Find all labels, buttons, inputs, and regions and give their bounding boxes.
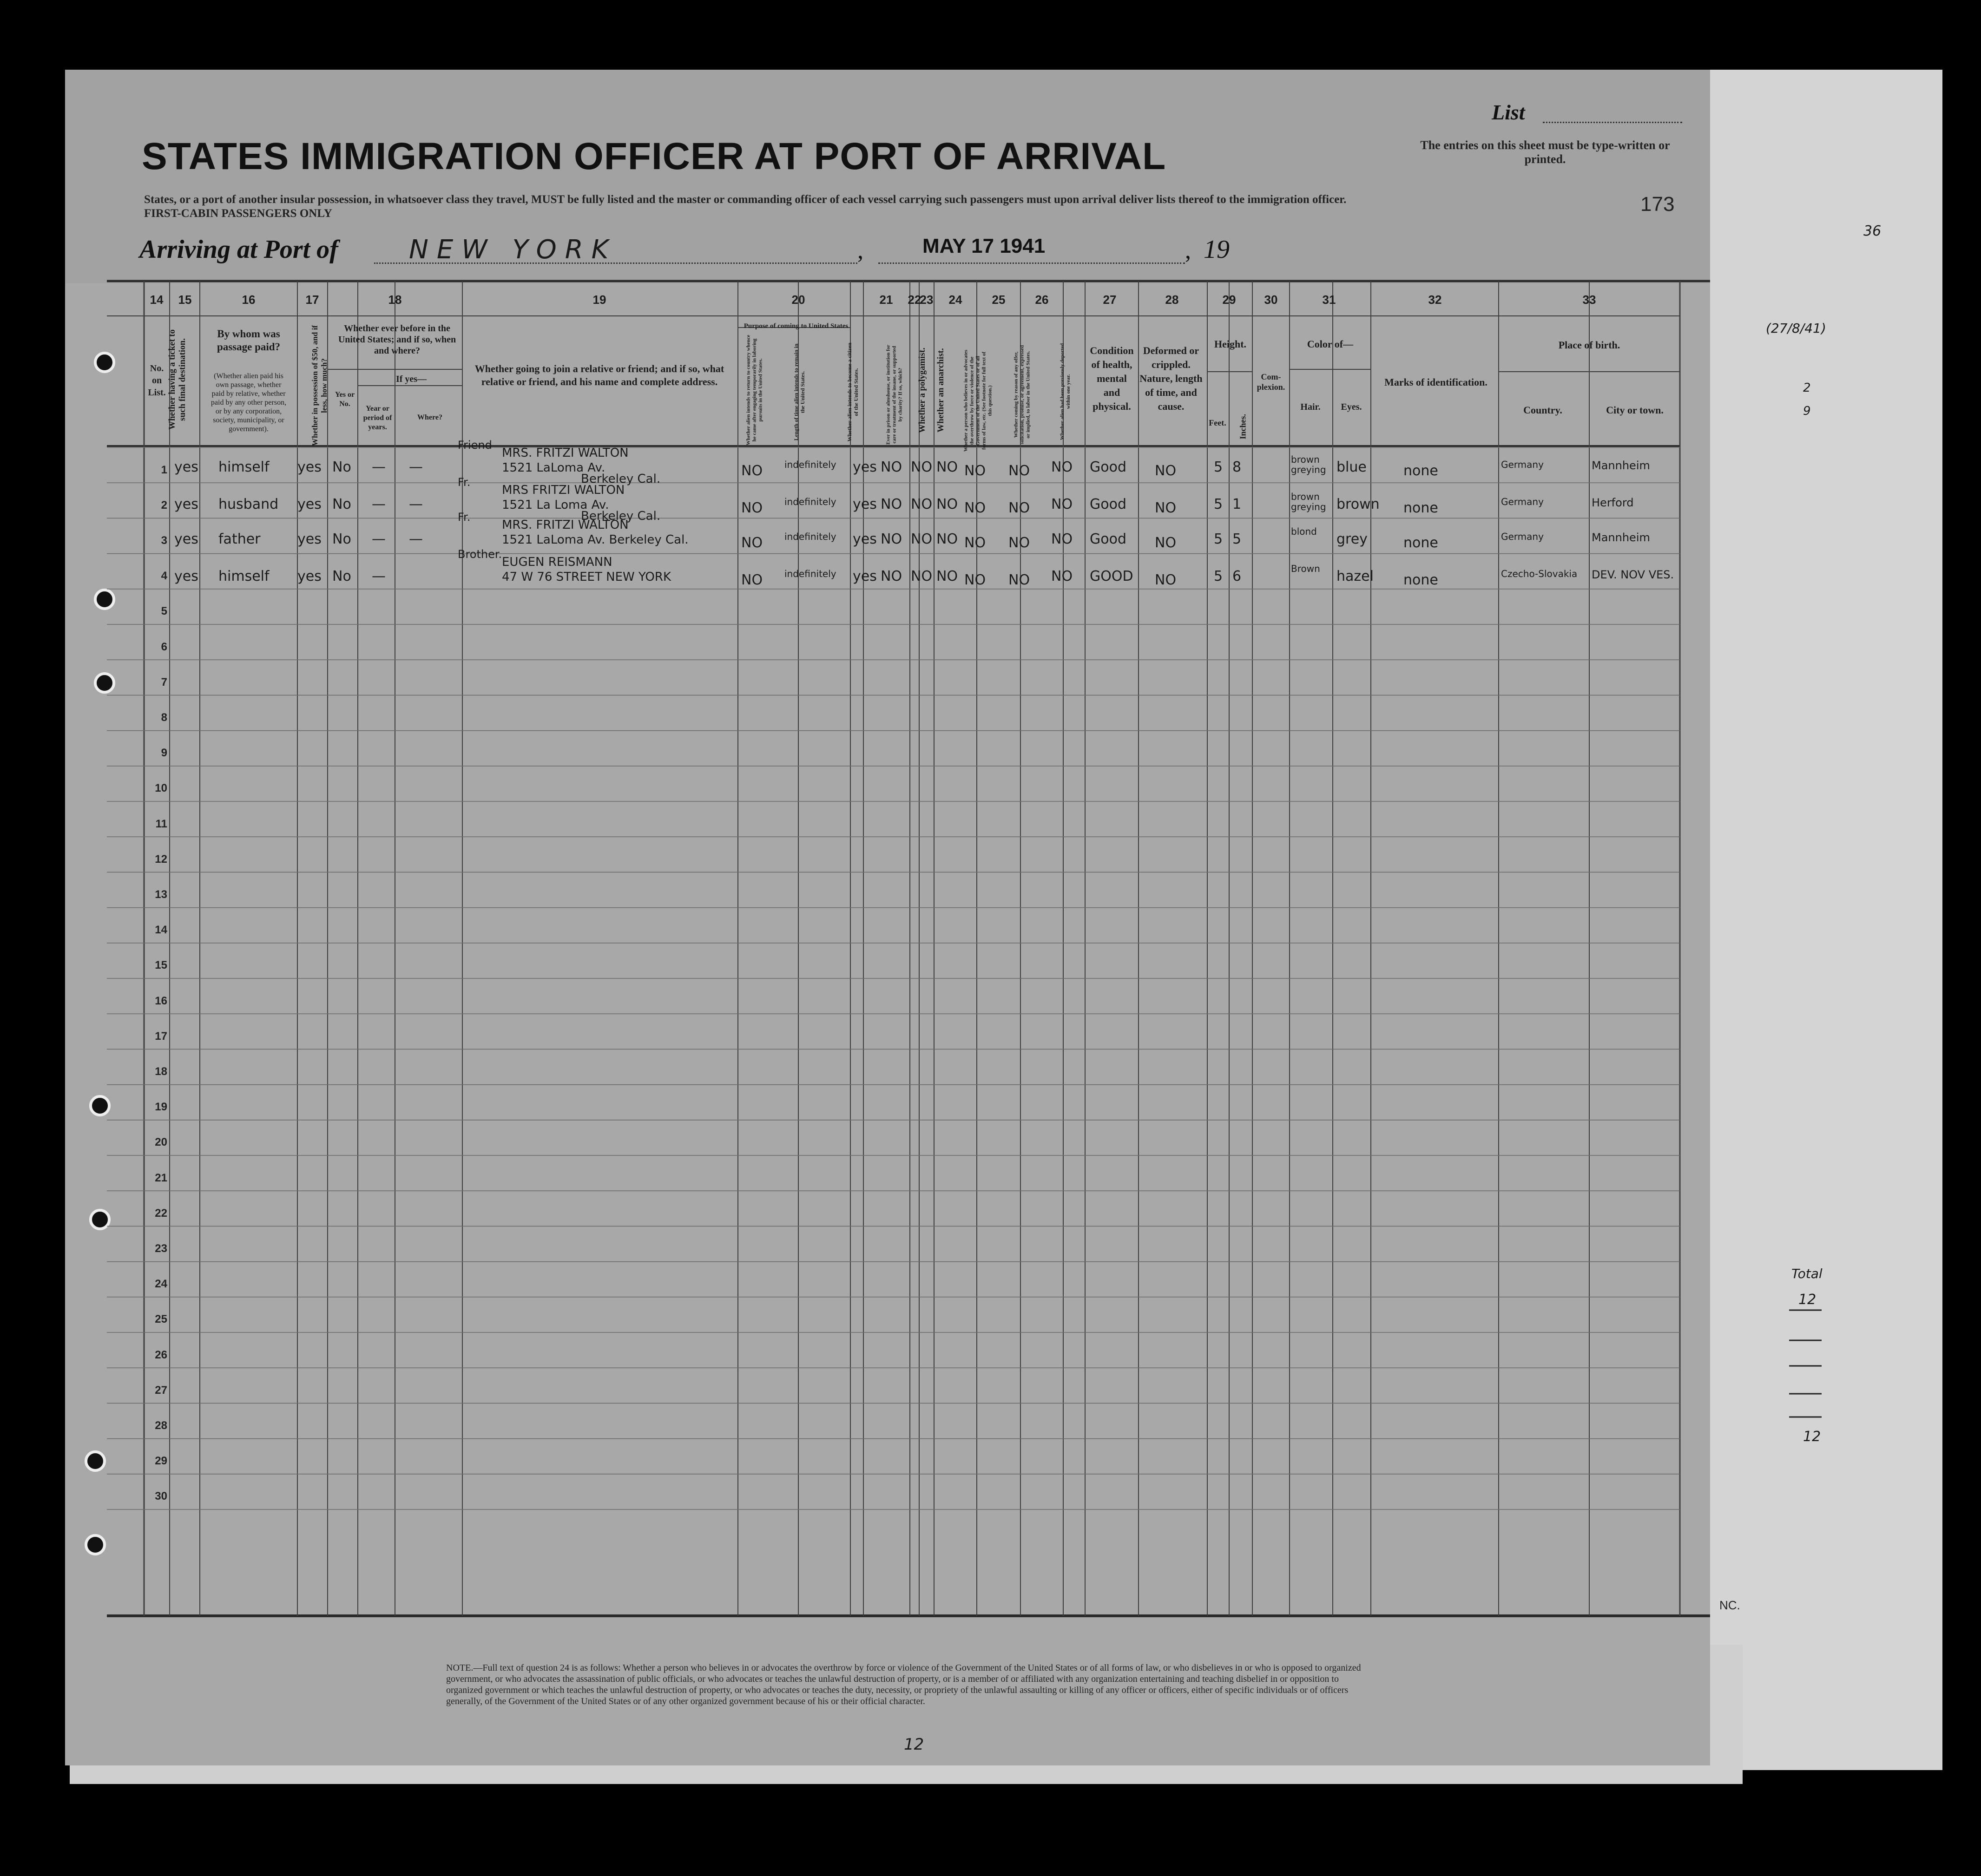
relative-name-cell: EUGEN REISMANN (502, 555, 612, 569)
prison-cell: NO (881, 496, 902, 512)
column-number: 33 (1582, 293, 1596, 307)
hdr-complexion: Com-plexion. (1257, 372, 1285, 392)
ticket-cell: yes (174, 496, 198, 512)
country-cell: Germany (1501, 496, 1544, 507)
column-number: 18 (388, 293, 402, 307)
possession-cell: yes (297, 496, 322, 512)
hdr-purpose-a: Whether alien intends to return to country whence he came after engaging temporarily in laboring pursuits in the United States. (745, 335, 763, 446)
health-cell: GOOD (1090, 568, 1133, 584)
row-number: 22 (155, 1207, 167, 1220)
relative-name-cell: MRS. FRITZI WALTON (502, 518, 629, 532)
anarchist-cell: NO (936, 496, 958, 512)
ticket-cell: yes (174, 459, 198, 475)
return-cell: NO (741, 500, 763, 516)
column-number: 19 (592, 293, 606, 307)
eyes-cell: blue (1336, 459, 1367, 475)
hdr-country: Country. (1523, 404, 1562, 416)
column-number: 21 (879, 293, 893, 307)
hair-cell: brown greying (1291, 491, 1326, 512)
q26-cell: NO (1051, 496, 1073, 512)
health-cell: Good (1090, 496, 1126, 512)
relative-address-cell: 1521 LaLoma Av. (502, 461, 605, 475)
row-number: 29 (155, 1455, 167, 1468)
row-number: 5 (161, 605, 167, 618)
row-number: 20 (155, 1136, 167, 1149)
row-number: 6 (161, 640, 167, 653)
column-number: 14 (150, 293, 164, 307)
margin-note-9: 9 (1803, 404, 1811, 418)
sheet-number: 173 (1640, 193, 1675, 216)
footnote: NOTE.—Full text of question 24 is as follows: Whether a person who believes in or advocates the overthrow by force or violence of the Government of the United States or of all forms of law, or who disbelieves in or who is opposed to organized government, or who advocates the assassination of public officials, or who advocates or teaches the unlawful destruction of property, or is a member of or affiliated with any organization entertaining and teaching disbelief in or opposition to organized government or which teaches the unlawful destruction of property, or who advocates or teaches the duty, necessity, or propriety of the unlawful assaulting or killing of any officer or officers, either of specific individuals or of officers generally, of the Government of the United States or of any other organized government because of his or their official character. (446, 1663, 1361, 1706)
margin-note-2: 2 (1803, 381, 1811, 395)
column-number: 24 (948, 293, 962, 307)
return-cell: NO (741, 535, 763, 551)
eyes-cell: hazel (1336, 568, 1374, 584)
hdr-hair: Hair. (1300, 402, 1321, 412)
list-label: List (1492, 100, 1525, 124)
relative-name-cell: MRS. FRITZI WALTON (502, 446, 629, 460)
q24-cell: NO (964, 500, 986, 516)
deformed-cell: NO (1155, 463, 1177, 479)
hdr-purpose-b: Length of time alien intends to remain in the United States. (793, 343, 806, 441)
q26-cell: NO (1051, 531, 1073, 547)
relationship-cell: Fr. (458, 511, 471, 524)
paid-by-cell: himself (218, 459, 270, 475)
ticket-cell: yes (174, 568, 198, 584)
hdr-inches: Inches. (1238, 413, 1248, 439)
row-number: 1 (161, 463, 167, 476)
column-number: 17 (305, 293, 319, 307)
margin-note-12b: 12 (1803, 1429, 1821, 1445)
where-cell: — (409, 459, 423, 475)
hair-cell: brown greying (1291, 454, 1326, 475)
year-cell: — (372, 459, 386, 475)
date-comma: , (1185, 237, 1191, 264)
instructions-text: States, or a port of another insular possession, in whatsoever class they travel, MUST be fully listed and the master or commanding officer of each vessel carrying such passengers must upon arrival deliver lists thereof to the immigration officer. (144, 193, 1347, 206)
form-title: STATES IMMIGRATION OFFICER AT PORT OF ARRIVAL (142, 135, 1166, 177)
hdr-polygamist: Whether a polygamist. (917, 348, 927, 433)
country-cell: Germany (1501, 459, 1544, 470)
margin-note-total: Total (1791, 1266, 1823, 1281)
hdr-q25: Whether coming by reason of any offer, solicitation, promise, or agreement, expressed or implied, to labor in the United States. (1013, 345, 1031, 445)
row-number: 23 (155, 1242, 167, 1255)
column-number: 27 (1103, 293, 1117, 307)
tally-marks (1784, 1305, 1840, 1445)
hdr-height: Height. (1214, 338, 1247, 350)
where-cell: — (409, 496, 423, 512)
row-number: 28 (155, 1419, 167, 1432)
prison-cell: NO (881, 568, 902, 584)
ever-before-cell: No (332, 568, 351, 584)
row-number: 2 (161, 499, 167, 512)
marks-cell: none (1403, 572, 1438, 588)
anarchist-cell: NO (936, 568, 958, 584)
return-cell: NO (741, 463, 763, 479)
citizen-cell: yes (853, 531, 877, 547)
polygamist-cell: NO (911, 459, 933, 475)
marks-cell: none (1403, 535, 1438, 551)
year-prefix: 19 (1204, 235, 1230, 264)
cabin-class: FIRST-CABIN PASSENGERS ONLY (144, 207, 332, 220)
city-cell: Mannheim (1592, 531, 1650, 544)
possession-cell: yes (297, 531, 322, 547)
row-number: 14 (155, 924, 167, 937)
ever-before-cell: No (332, 496, 351, 512)
hdr-marks: Marks of identification. (1384, 376, 1487, 388)
row-number: 10 (155, 782, 167, 795)
q24-cell: NO (964, 572, 986, 588)
row-number: 17 (155, 1030, 167, 1043)
hdr-relative-friend: Whether going to join a relative or friend; and if so, what relative or friend, and his name and complete address. (474, 363, 724, 387)
hdr-no-on-list: No. on List. (148, 363, 166, 398)
margin-note-nc: NC. (1719, 1598, 1740, 1612)
hdr-purpose-c: Whether alien intends to become a citizen of the United States. (846, 342, 859, 442)
relative-address-cell: 47 W 76 STREET NEW YORK (502, 570, 671, 584)
feet-cell: 5 (1214, 459, 1223, 475)
year-cell: — (372, 531, 386, 547)
row-number: 25 (155, 1313, 167, 1326)
eyes-cell: grey (1336, 531, 1368, 547)
q25-cell: NO (1008, 535, 1030, 551)
hdr-eyes: Eyes. (1341, 402, 1362, 412)
paid-by-cell: himself (218, 568, 270, 584)
hdr-ever-before: Whether ever before in the United States; and if so, when and where? (338, 323, 456, 356)
length-cell: indefinitely (784, 459, 836, 470)
row-number: 19 (155, 1101, 167, 1114)
inches-cell: 8 (1232, 459, 1242, 475)
column-number: 23 (920, 293, 934, 307)
q24-cell: NO (964, 463, 986, 479)
row-number: 3 (161, 534, 167, 547)
hdr-yes-no: Yes or No. (335, 391, 355, 408)
city-cell: Mannheim (1592, 459, 1650, 472)
q25-cell: NO (1008, 463, 1030, 479)
row-number: 15 (155, 959, 167, 972)
length-cell: indefinitely (784, 568, 836, 579)
city-cell: Herford (1592, 496, 1634, 509)
hdr-place-of-birth: Place of birth. (1558, 339, 1620, 351)
hair-cell: Brown (1291, 563, 1320, 574)
hdr-anarchist: Whether an anarchist. (936, 348, 946, 433)
row-number: 16 (155, 994, 167, 1007)
port-value: NEW YORK (409, 235, 617, 265)
column-number: 29 (1222, 293, 1236, 307)
relationship-cell: Fr. (458, 476, 471, 489)
citizen-cell: yes (853, 568, 877, 584)
relative-address-cell: 1521 LaLoma Av. Berkeley Cal. (502, 533, 689, 547)
paid-by-cell: father (218, 531, 261, 547)
q25-cell: NO (1008, 572, 1030, 588)
marks-cell: none (1403, 500, 1438, 516)
row-number: 26 (155, 1348, 167, 1361)
column-number: 16 (242, 293, 256, 307)
polygamist-cell: NO (911, 531, 933, 547)
column-number: 22 (908, 293, 921, 307)
hair-cell: blond (1291, 526, 1317, 537)
anarchist-cell: NO (936, 531, 958, 547)
margin-note-date: (27/8/41) (1766, 321, 1826, 336)
q26-cell: NO (1051, 568, 1073, 584)
hdr-passage-paid-sub: (Whether alien paid his own passage, whether paid by relative, whether paid by any other person, or by any corporation, society, municipality, or government). (211, 372, 287, 433)
inches-cell: 6 (1232, 568, 1242, 584)
row-number: 7 (161, 676, 167, 689)
relationship-cell: Brother. (458, 548, 502, 561)
port-label: Arriving at Port of (139, 235, 338, 264)
row-number: 21 (155, 1171, 167, 1184)
year-cell: — (372, 496, 386, 512)
ever-before-cell: No (332, 531, 351, 547)
relative-address-cell: 1521 La Loma Av. (502, 498, 609, 512)
hdr-deformed: Deformed or crippled. Nature, length of time, and cause. (1139, 345, 1203, 412)
column-number: 20 (791, 293, 805, 307)
deformed-cell: NO (1155, 572, 1177, 588)
hdr-q26: Whether alien had been previously deported within one year. (1060, 343, 1071, 440)
hdr-color-of: Color of— (1307, 338, 1354, 350)
row-number: 13 (155, 888, 167, 901)
row-number: 9 (161, 747, 167, 760)
q24-cell: NO (964, 535, 986, 551)
feet-cell: 5 (1214, 568, 1223, 584)
row-number: 27 (155, 1384, 167, 1397)
eyes-cell: brown (1336, 496, 1380, 512)
year-cell: — (372, 568, 386, 584)
row-number: 30 (155, 1490, 167, 1503)
row-number: 12 (155, 853, 167, 866)
return-cell: NO (741, 572, 763, 588)
where-cell: — (409, 531, 423, 547)
relative-city-cell: Berkeley Cal. (581, 472, 661, 486)
city-cell: DEV. NOV VES. (1592, 568, 1674, 581)
marks-cell: none (1403, 463, 1438, 479)
hdr-if-yes: If yes— (395, 374, 427, 384)
possession-cell: yes (297, 459, 322, 475)
citizen-cell: yes (853, 459, 877, 475)
margin-note-bottom: 12 (904, 1735, 924, 1754)
column-number: 32 (1428, 293, 1442, 307)
polygamist-cell: NO (911, 568, 933, 584)
margin-note-12a: 12 (1798, 1292, 1816, 1308)
hdr-ticket: Whether having a ticket to such final destination. (167, 329, 187, 430)
margin-note-36: 36 (1863, 223, 1882, 239)
feet-cell: 5 (1214, 531, 1223, 547)
column-number: 28 (1165, 293, 1179, 307)
hdr-possession: Whether in possession of $50, and if less, how much? (310, 325, 329, 446)
relationship-cell: Friend (458, 439, 492, 452)
ticket-cell: yes (174, 531, 198, 547)
health-cell: Good (1090, 459, 1126, 475)
hdr-purpose: Purpose of coming to United States (744, 322, 849, 330)
feet-cell: 5 (1214, 496, 1223, 512)
inches-cell: 5 (1232, 531, 1242, 547)
port-comma: , (857, 237, 863, 264)
inches-cell: 1 (1232, 496, 1242, 512)
deformed-cell: NO (1155, 500, 1177, 516)
typewritten-note: The entries on this sheet must be type-written or printed. (1420, 138, 1670, 166)
hdr-passage-paid: By whom was passage paid? (217, 328, 281, 353)
country-cell: Germany (1501, 531, 1544, 542)
prison-cell: NO (881, 459, 902, 475)
row-number: 11 (155, 817, 167, 830)
row-number: 24 (155, 1278, 167, 1291)
health-cell: Good (1090, 531, 1126, 547)
polygamist-cell: NO (911, 496, 933, 512)
hdr-condition: Condition of health, mental and physical. (1090, 345, 1134, 412)
deformed-cell: NO (1155, 535, 1177, 551)
paid-by-cell: husband (218, 496, 279, 512)
date-stamp: MAY 17 1941 (922, 235, 1046, 257)
column-number: 25 (992, 293, 1006, 307)
relative-name-cell: MRS FRITZI WALTON (502, 483, 625, 497)
hdr-city: City or town. (1606, 404, 1664, 416)
possession-cell: yes (297, 568, 322, 584)
anarchist-cell: NO (936, 459, 958, 475)
prison-cell: NO (881, 531, 902, 547)
citizen-cell: yes (853, 496, 877, 512)
relative-city-cell: Berkeley Cal. (581, 509, 661, 523)
hdr-feet: Feet. (1209, 418, 1226, 427)
column-number: 26 (1035, 293, 1049, 307)
q26-cell: NO (1051, 459, 1073, 475)
column-number: 15 (178, 293, 192, 307)
country-cell: Czecho-Slovakia (1501, 568, 1578, 579)
hdr-prison: Ever in prison or almshouse, or institution for care or treatment of the insane, or supported by charity? If so, which? (885, 344, 903, 445)
ever-before-cell: No (332, 459, 351, 475)
row-number: 4 (161, 570, 167, 583)
hdr-year-period: Year or period of years. (363, 405, 392, 431)
column-number: 31 (1322, 293, 1336, 307)
hdr-q24: Whether a person who believes in or advocates the overthrow by force or violence of the Government of the United States or of all forms of law, etc. (See footnote for full text of this question.) (963, 349, 993, 452)
length-cell: indefinitely (784, 496, 836, 507)
row-number: 8 (161, 711, 167, 724)
column-number: 30 (1264, 293, 1278, 307)
q25-cell: NO (1008, 500, 1030, 516)
hdr-where: Where? (417, 413, 442, 421)
row-number: 18 (155, 1065, 167, 1078)
length-cell: indefinitely (784, 531, 836, 542)
